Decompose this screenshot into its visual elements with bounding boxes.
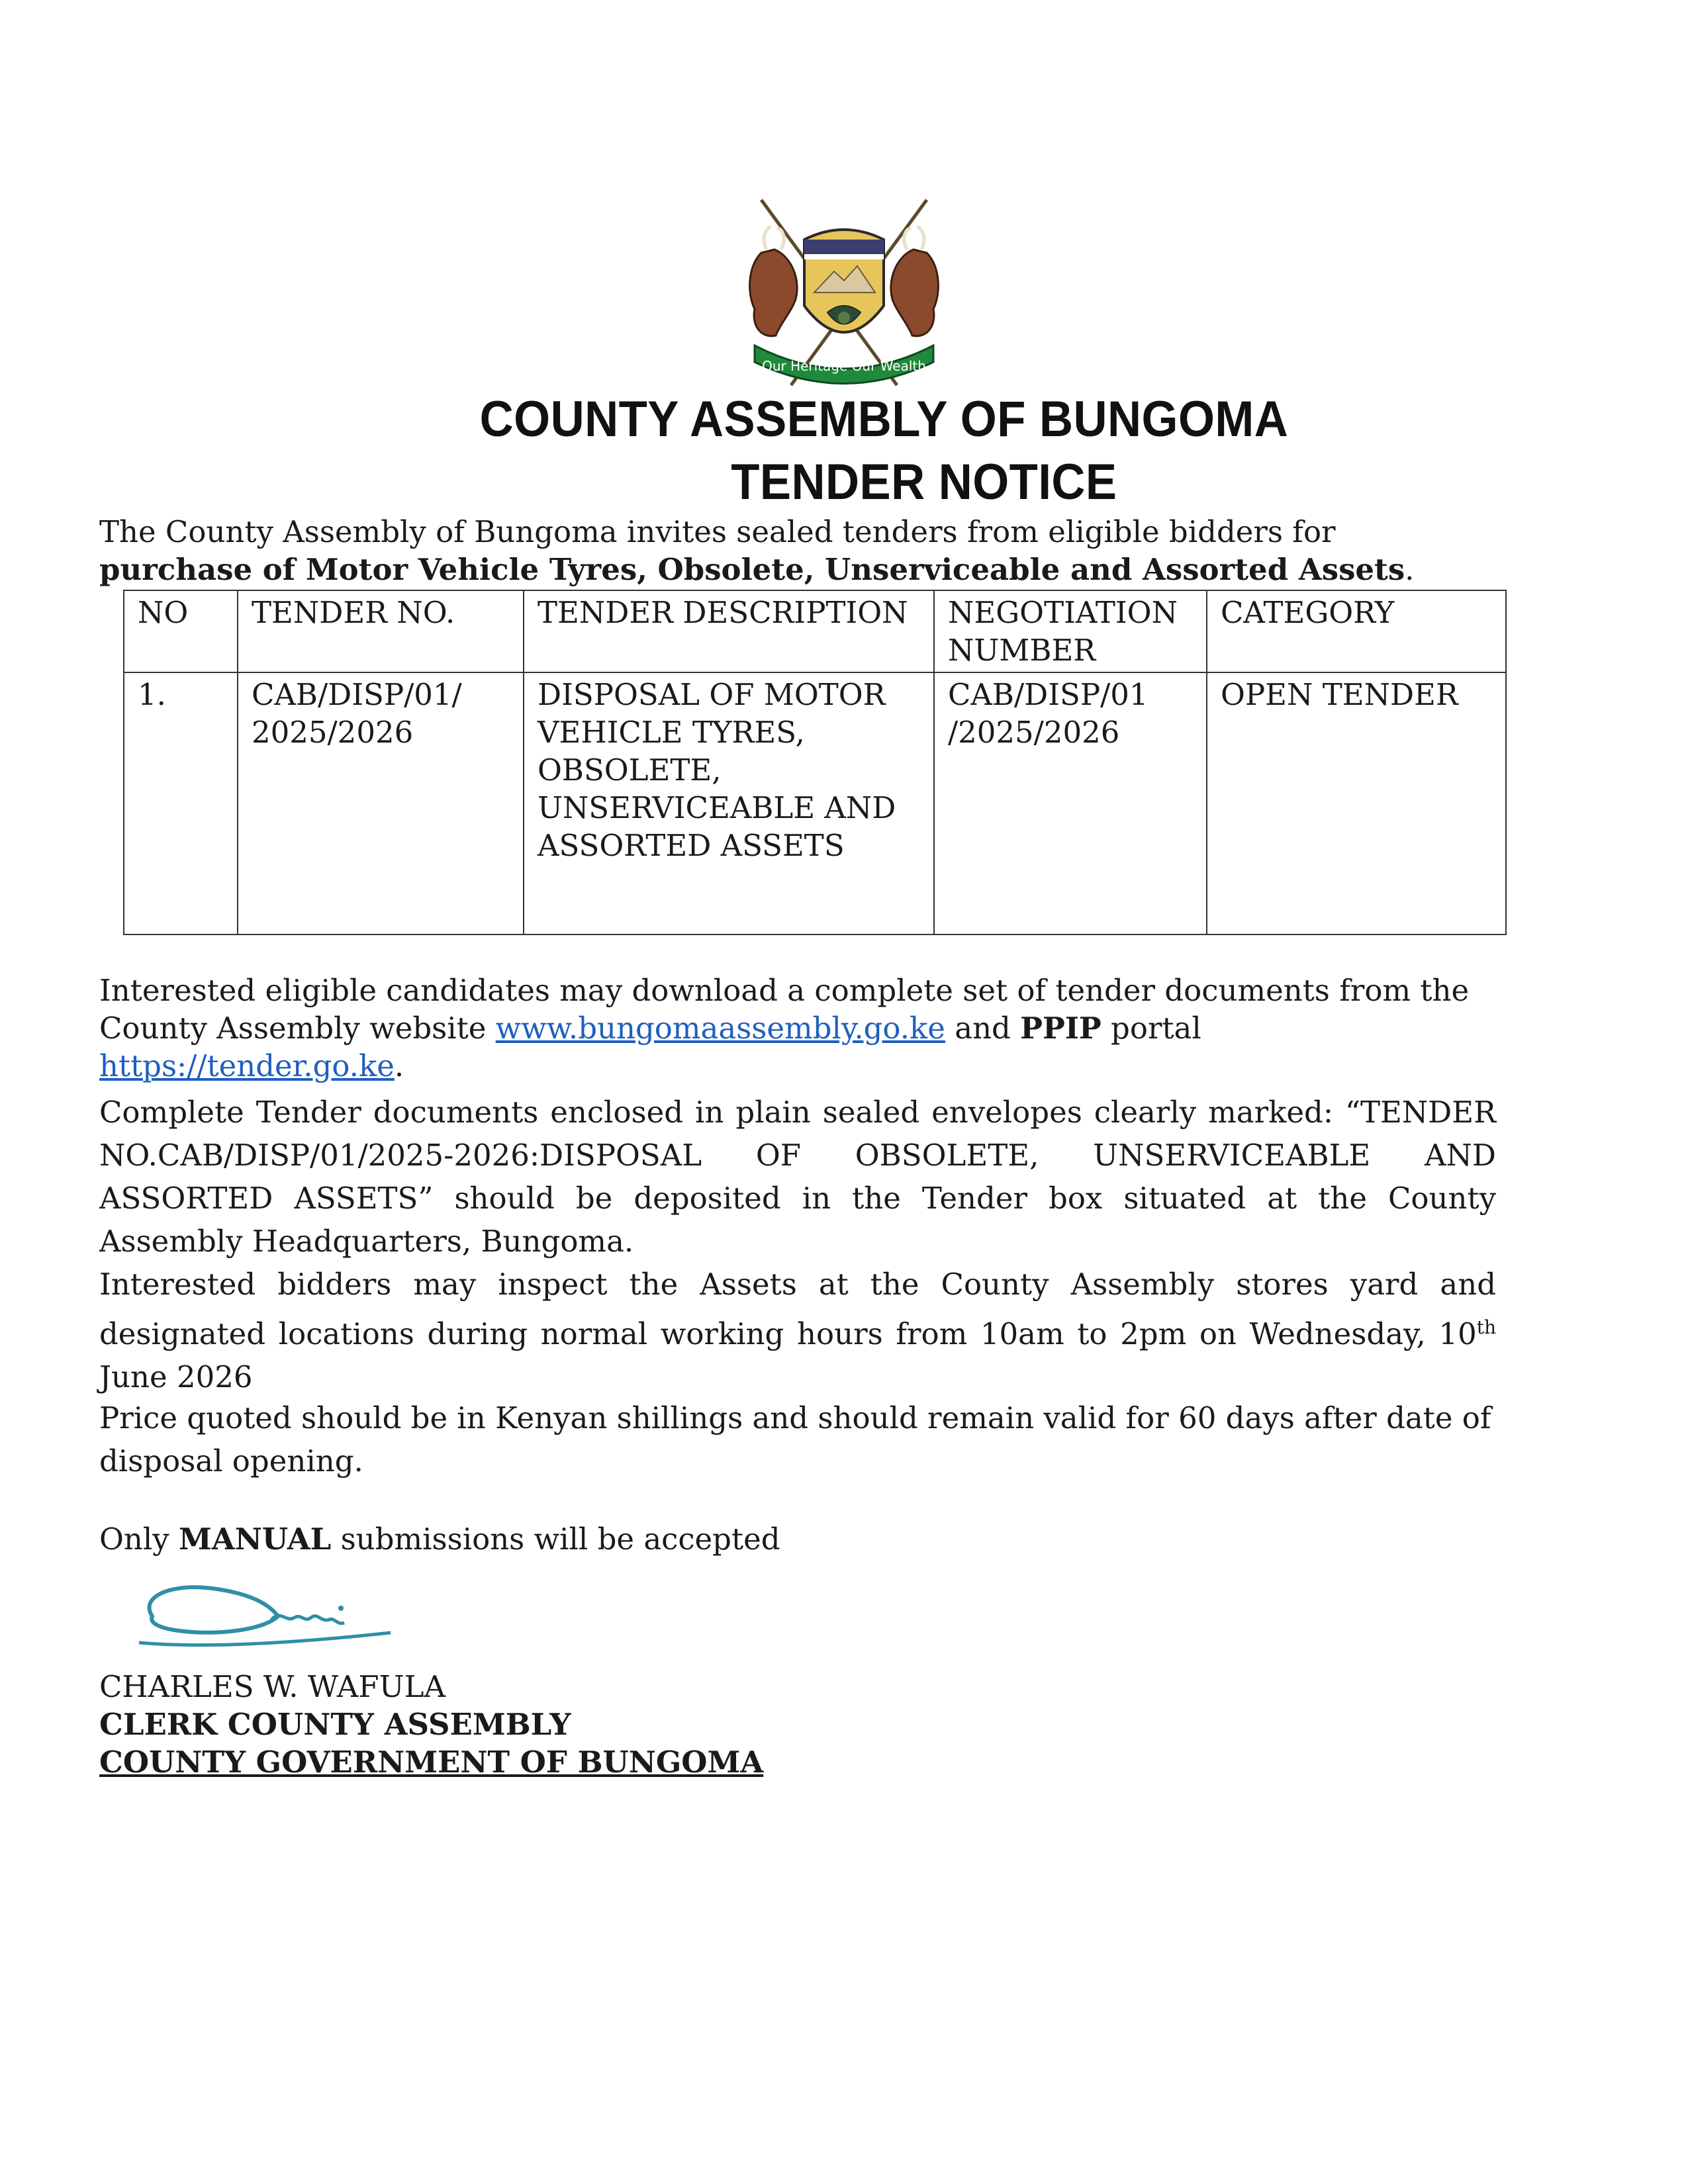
manual-post: submissions will be accepted <box>331 1522 780 1557</box>
header-negotiation-number: NEGOTIATION NUMBER <box>934 590 1207 672</box>
cell-description: DISPOSAL OF MOTOR VEHICLE TYRES, OBSOLETE, UNSERVICEABLE AND ASSORTED ASSETS <box>524 672 934 934</box>
portal-word: portal <box>1101 1011 1201 1046</box>
tender-portal-link[interactable]: https://tender.go.ke <box>99 1048 395 1083</box>
cell-negotiation-number: CAB/DISP/01 /2025/2026 <box>934 672 1207 934</box>
inspection-sup: th <box>1476 1316 1496 1338</box>
page-title: COUNTY ASSEMBLY OF BUNGOMA <box>479 391 1289 447</box>
signatory-organization: COUNTY GOVERNMENT OF BUNGOMA <box>99 1745 764 1780</box>
intro-bold: purchase of Motor Vehicle Tyres, Obsolete, Unserviceable and Assorted Assets <box>99 552 1405 587</box>
signatory-title: CLERK COUNTY ASSEMBLY <box>99 1707 571 1742</box>
clerk-signature <box>113 1557 410 1662</box>
page-subtitle: TENDER NOTICE <box>731 454 1117 510</box>
header-category: CATEGORY <box>1207 590 1506 672</box>
table-row <box>124 672 1506 934</box>
download-paragraph <box>99 972 1496 1085</box>
cell-category: OPEN TENDER <box>1207 672 1506 934</box>
inspection-end: June 2026 <box>99 1359 253 1394</box>
header-tender-description: TENDER DESCRIPTION <box>524 590 934 672</box>
manual-submission-note <box>99 1520 1496 1558</box>
download-text: Interested eligible candidates may download a complete set of tender documents from the County Assembly website <box>99 973 1470 1046</box>
download-and: and <box>945 1011 1021 1046</box>
table-header-row <box>124 590 1506 672</box>
download-end: . <box>394 1048 404 1083</box>
intro-paragraph <box>99 513 1496 588</box>
ppip-label: PPIP <box>1020 1011 1102 1046</box>
inspection-text: Interested bidders may inspect the Assets at the County Assembly stores yard and designated locations during normal working hours from 10am to 2pm on Wednesday, 10 <box>99 1267 1496 1351</box>
intro-end: . <box>1405 552 1415 587</box>
cell-tender-no: CAB/DISP/01/ 2025/2026 <box>238 672 524 934</box>
header-no: NO <box>124 590 238 672</box>
tender-table <box>123 590 1507 935</box>
manual-pre: Only <box>99 1522 179 1557</box>
website-link[interactable]: www.bungomaassembly.go.ke <box>495 1011 945 1046</box>
inspection-paragraph <box>99 1263 1496 1398</box>
cell-no: 1. <box>124 672 238 934</box>
header-tender-no: TENDER NO. <box>238 590 524 672</box>
county-coat-of-arms-logo <box>735 193 953 392</box>
intro-text: The County Assembly of Bungoma invites sealed tenders from eligible bidders for <box>99 514 1336 549</box>
price-paragraph: Price quoted should be in Kenyan shillings and should remain valid for 60 days after date of disposal opening. <box>99 1400 1491 1479</box>
manual-bold: MANUAL <box>179 1522 332 1557</box>
submission-paragraph: Complete Tender documents enclosed in plain sealed envelopes clearly marked: “TENDER NO.CAB/DISP/01/2025-2026:DISPOSAL OF OBSOLETE, UNSERVICEABLE AND ASSORTED ASSETS” should be deposited in the Tender box situated at the County Assembly Headquarters, Bungoma. <box>99 1095 1496 1259</box>
signatory-name: CHARLES W. WAFULA <box>99 1669 445 1704</box>
crest-motto: Our Heritage Our Wealth <box>762 358 926 374</box>
